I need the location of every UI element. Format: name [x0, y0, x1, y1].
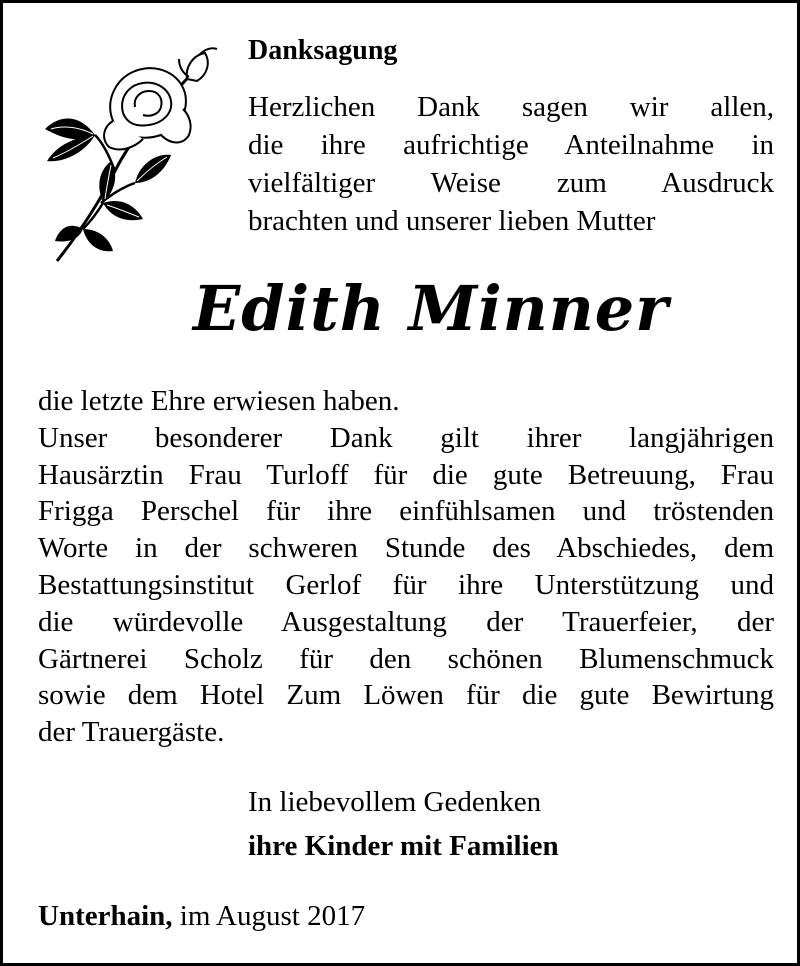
body-line: die letzte Ehre erwiesen haben.: [38, 385, 400, 417]
body-line: Frigga Perschel für ihre einfühlsamen und tröstenden: [38, 495, 774, 528]
body-line: Gärtnerei Scholz für den schönen Blumenschmuck: [38, 642, 774, 675]
body-line: Hausärztin Frau Turloff für die gute Betreuung, Frau: [38, 458, 774, 491]
body-line: Worte in der schweren Stunde des Abschiedes, dem: [38, 532, 774, 565]
intro-line: brachten und unserer lieben Mutter: [248, 205, 656, 237]
place: Unterhain,: [38, 900, 173, 932]
body-paragraph: [38, 383, 774, 751]
body-line: der Trauergäste.: [38, 716, 225, 749]
body-line: Unser besonderer Dank gilt ihrer langjährigen: [38, 421, 774, 454]
body-line: die würdevolle Ausgestaltung der Trauerfeier, der: [38, 605, 774, 638]
heading: Danksagung: [248, 35, 398, 66]
intro-paragraph: [248, 88, 774, 240]
body-line: sowie dem Hotel Zum Löwen für die gute Bewirtung: [38, 679, 774, 712]
deceased-name: Edith Minner: [193, 272, 669, 345]
intro-line: Herzlichen Dank sagen wir allen,: [248, 91, 774, 123]
closing-signature: ihre Kinder mit Familien: [248, 830, 559, 862]
closing-line: In liebevollem Gedenken: [248, 786, 542, 818]
date: im August 2017: [179, 900, 366, 932]
body-line: Bestattungsinstitut Gerlof für ihre Unterstützung und: [38, 568, 774, 601]
intro-line: vielfältiger Weise zum Ausdruck: [248, 167, 774, 199]
intro-line: die ihre aufrichtige Anteilnahme in: [248, 129, 774, 161]
place-date: [38, 897, 365, 935]
rose-icon: [39, 43, 219, 265]
